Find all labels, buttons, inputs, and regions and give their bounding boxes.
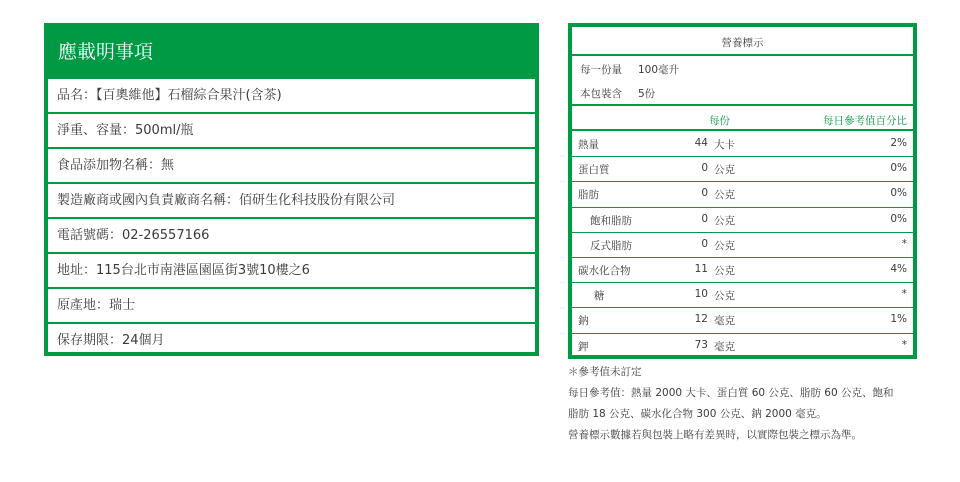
nutrient-daily-pct: 1% [890,313,907,326]
nutrient-unit: 毫克 [714,315,735,328]
row-divider [572,282,913,283]
nutrient-unit: 公克 [714,265,735,277]
nutrient-unit: 公克 [714,164,735,177]
nutrient-value: 10 [694,288,708,301]
row-divider [572,232,913,233]
shelf-life-row: 保存期限：24個月 [48,322,535,357]
nutrient-daily-pct: 0% [890,187,907,200]
nutrient-name: 脂肪 [578,189,599,202]
package-label: 本包裝含 [580,88,622,100]
col-daily-value: 每日參考值百分比 [823,115,907,127]
required-info-panel [44,23,539,356]
nutrient-name: 碳水化合物 [578,265,631,277]
nutrient-value: 73 [694,338,708,351]
nutrient-daily-pct: 2% [890,137,907,149]
nutrient-name: 鉀 [578,340,589,353]
volume-row: 淨重、容量：500ml/瓶 [48,112,535,147]
row-divider [572,257,913,258]
note-line: 營養標示數據若與包裝上略有差異時，以實際包裝之標示為準。 [568,429,862,441]
nutrient-name: 鈉 [578,315,589,328]
product-name-row: 品名：【百奧維他】石榴綜合果汁(含茶) [48,77,535,112]
serving-label: 每一份量 [580,64,622,76]
origin-row: 原產地：瑞士 [48,287,535,322]
manufacturer-row: 製造廠商或國內負責廠商名稱：佰研生化科技股份有限公司 [48,182,535,217]
nutrient-name: 反式脂肪 [590,239,632,252]
nutrition-facts-panel [568,23,917,359]
nutrient-name: 飽和脂肪 [590,214,632,227]
nutrient-daily-pct: 4% [890,263,907,275]
nutrient-daily-pct: * [901,288,907,301]
nutrient-daily-pct: * [901,338,907,351]
package-value: 5份 [638,88,656,100]
nutrient-name: 蛋白質 [578,164,610,177]
nutrient-daily-pct: 0% [890,212,907,225]
nutrient-unit: 大卡 [714,139,735,151]
row-divider [572,307,913,308]
required-info-title: 應載明事項 [48,27,535,77]
nutrient-name: 糖 [594,290,605,303]
note-line: 每日參考值：熱量 2000 大卡、蛋白質 60 公克、脂肪 60 公克、飽和 [568,387,894,399]
nutrient-value: 0 [701,187,708,200]
row-divider [572,333,913,334]
note-line: 脂肪 18 公克、碳水化合物 300 公克、鈉 2000 毫克。 [568,408,827,420]
serving-value: 100毫升 [638,64,680,76]
nutrient-unit: 公克 [714,189,735,202]
nutrient-value: 0 [701,237,708,250]
row-divider [572,156,913,157]
nutrition-title: 營養標示 [721,37,764,49]
additives-row: 食品添加物名稱：無 [48,147,535,182]
row-divider [572,181,913,182]
nutrient-value: 44 [694,137,708,149]
nutrient-unit: 公克 [714,214,735,227]
nutrient-unit: 公克 [714,290,735,303]
nutrient-value: 12 [694,313,708,326]
nutrient-name: 熱量 [578,139,599,151]
phone-row: 電話號碼：02-26557166 [48,217,535,252]
nutrient-value: 0 [701,212,708,225]
address-row: 地址：115台北市南港區園區街3號10樓之6 [48,252,535,287]
nutrient-value: 11 [694,263,708,275]
nutrient-unit: 公克 [714,239,735,252]
nutrient-unit: 毫克 [714,340,735,353]
row-divider [572,207,913,208]
nutrient-daily-pct: * [901,237,907,250]
col-per-serving: 每份 [709,115,730,127]
nutrient-value: 0 [701,162,708,175]
nutrition-notes [568,362,928,446]
note-line: ＊參考值未訂定 [568,366,642,378]
nutrient-daily-pct: 0% [890,162,907,175]
